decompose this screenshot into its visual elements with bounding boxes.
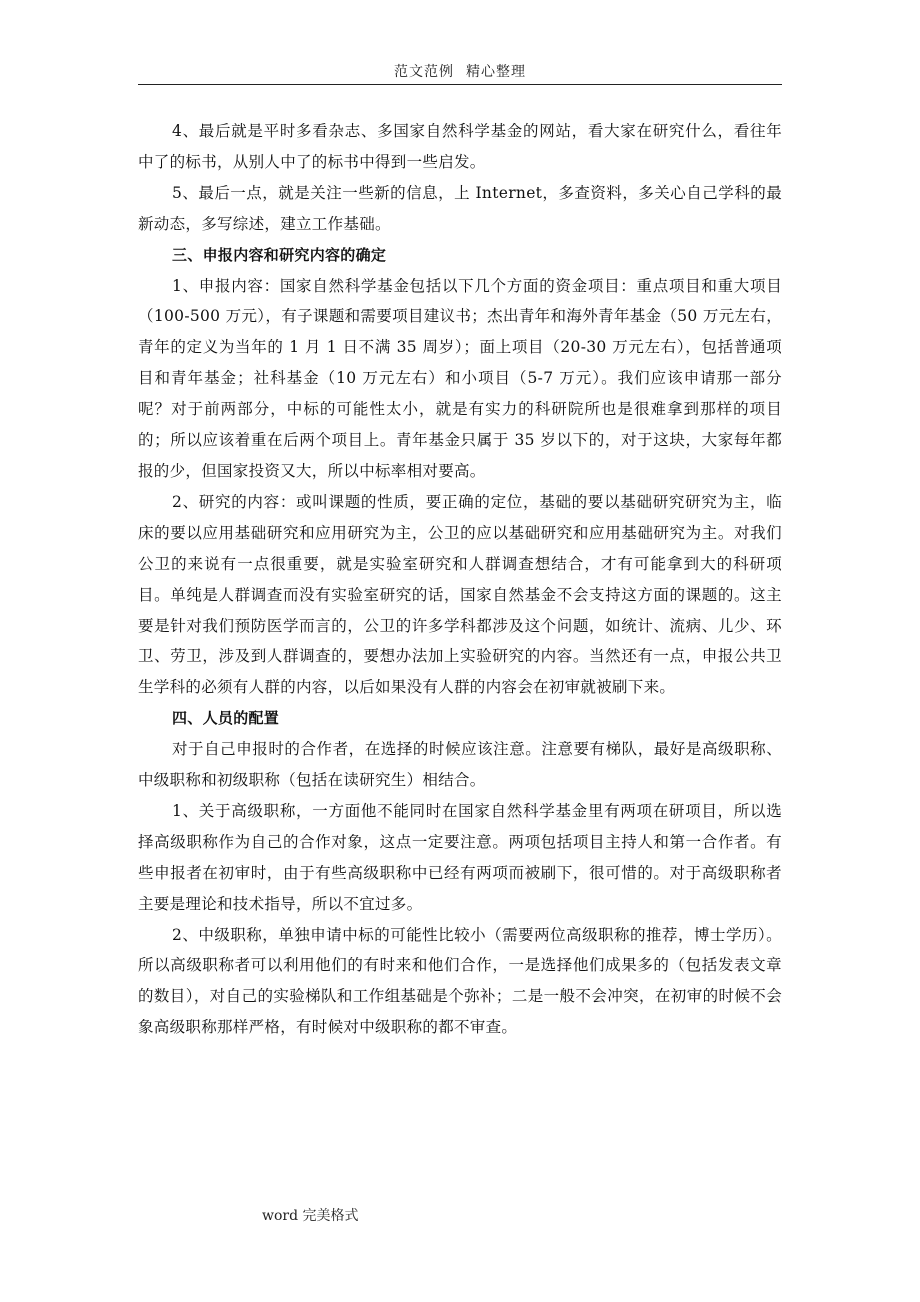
page-footer: word 完美格式 [262,1208,359,1224]
page-header [138,62,782,85]
paragraph-senior-title: 1、关于高级职称，一方面他不能同时在国家自然科学基金里有两项在研项目，所以选择高级职称作为自己的合作对象，这点一定要注意。两项包括项目主持人和第一合作者。有些申报者在初审时，由于有些高级职称中已经有两项而被刷下，很可惜的。对于高级职称者主要是理论和技术指导，所以不宜过多。 [138,801,782,913]
paragraph-application-content: 1、申报内容：国家自然科学基金包括以下几个方面的资金项目：重点项目和重大项目（100-500 万元），有子课题和需要项目建议书；杰出青年和海外青年基金（50 万元左右，青年的定义为当年的 1 月 1 日不满 35 周岁）；面上项目（20-30 万元左右），包括普通项目和青年基金；社科基金（10 万元左右）和小项目（5-7 万元）。我们应该申请那一部分呢？对于前两部分，中标的可能性太小，就是有实力的科研院所也是很难拿到那样的项目的；所以应该着重在后两个项目上。青年基金只属于 35 岁以下的，对于这块，大家每年都报的少，但国家投资又大，所以中标率相对要高。 [138,276,782,480]
paragraph-research-content: 2、研究的内容：或叫课题的性质，要正确的定位，基础的要以基础研究研究为主，临床的要以应用基础研究和应用研究为主，公卫的应以基础研究和应用基础研究为主。对我们公卫的来说有一点很重要，就是实验室研究和人群调查想结合，才有可能拿到大的科研项目。单纯是人群调查而没有实验室研究的话，国家自然基金不会支持这方面的课题的。这主要是针对我们预防医学而言的，公卫的许多学科都涉及这个问题，如统计、流病、儿少、环卫、劳卫，涉及到人群调查的，要想办法加上实验研究的内容。当然还有一点，申报公共卫生学科的必须有人群的内容，以后如果没有人群的内容会在初审就被刷下来。 [138,492,782,697]
paragraph-4-tips: 4、最后就是平时多看杂志、多国家自然科学基金的网站，看大家在研究什么，看往年中了的标书，从别人中了的标书中得到一些启发。 [138,122,782,171]
paragraph-5-tips: 5、最后一点，就是关注一些新的信息，上 Internet，多查资料，多关心自己学科的最新动态，多写综述，建立工作基础。 [138,183,782,233]
section-heading-4: 四、人员的配置 [172,709,280,728]
document-body [138,116,782,1043]
header-right-text: 精心整理 [466,64,526,80]
paragraph-collaborators: 对于自己申报时的合作者，在选择的时候应该注意。注意要有梯队，最好是高级职称、中级职称和初级职称（包括在读研究生）相结合。 [138,740,782,790]
header-left-text: 范文范例 [394,64,454,80]
paragraph-intermediate-title: 2、中级职称，单独申请中标的可能性比较小（需要两位高级职称的推荐，博士学历）。所以高级职称者可以利用他们的有时来和他们合作，一是选择他们成果多的（包括发表文章的数目），对自己的实验梯队和工作组基础是个弥补；二是一般不会冲突，在初审的时候不会象高级职称那样严格，有时候对中级职称的都不审查。 [138,925,782,1037]
section-heading-3: 三、申报内容和研究内容的确定 [172,245,387,264]
